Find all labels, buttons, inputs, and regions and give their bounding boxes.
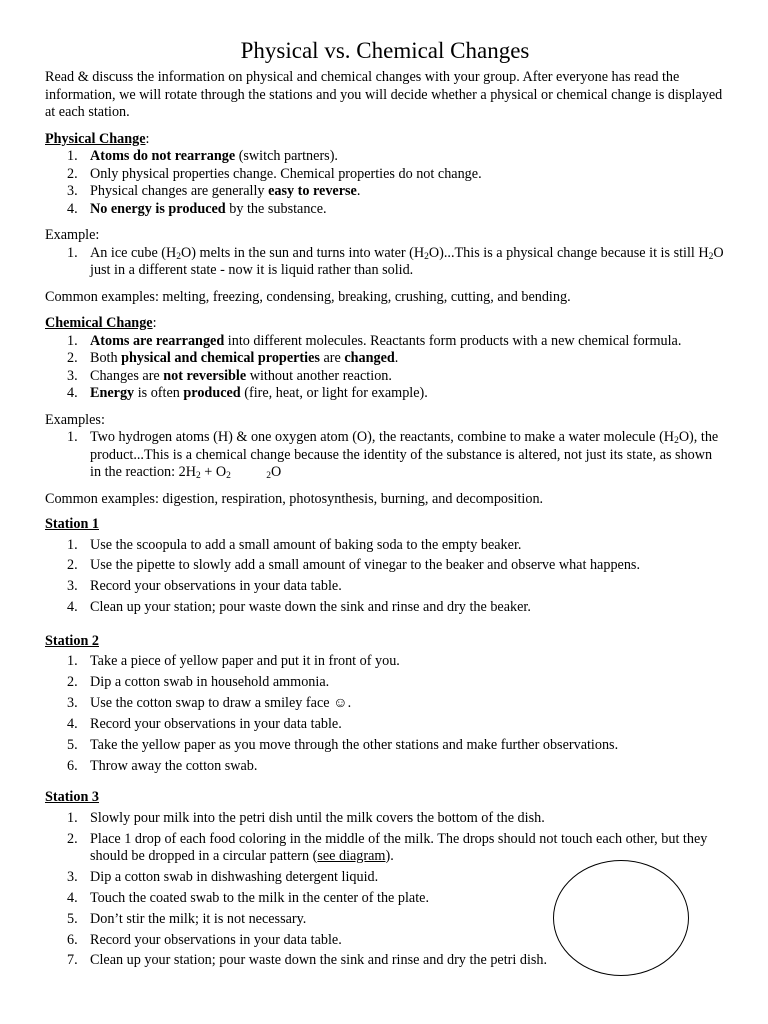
- intro-paragraph: Read & discuss the information on physical and chemical changes with your group. After everyone has read the information, we will rotate through the stations and you will decide whether a physical or chemical change is displayed at each station.: [45, 69, 723, 120]
- list-item: 5. Take the yellow paper as you move through the other stations and make further observations.: [67, 736, 619, 753]
- list-item: 1. Atoms do not rearrange (switch partners).: [67, 148, 338, 164]
- list-item: 2. Both physical and chemical properties are changed.: [67, 350, 399, 366]
- list-item: 1. Atoms are rearranged into different molecules. Reactants form products with a new chemical formula.: [67, 332, 682, 349]
- petri-dish-diagram: [553, 860, 689, 976]
- list-item: 4. No energy is produced by the substance.: [67, 200, 327, 217]
- list-item: 2. Use the pipette to slowly add a small amount of vinegar to the beaker and observe what happens.: [67, 557, 641, 574]
- list-item: 1. Slowly pour milk into the petri dish until the milk covers the bottom of the dish.: [67, 809, 545, 826]
- list-item: 6. Throw away the cotton swab.: [67, 757, 258, 774]
- list-item: 3. Physical changes are generally easy to reverse.: [67, 183, 361, 199]
- station-1-list: [45, 537, 725, 617]
- list-item: 7. Clean up your station; pour waste down the sink and rinse and dry the petri dish.: [67, 952, 548, 969]
- list-item: 2. Only physical properties change. Chemical properties do not change.: [67, 165, 482, 182]
- physical-example-list: [45, 245, 725, 280]
- list-item: 1. Use the scoopula to add a small amount of baking soda to the empty beaker.: [67, 536, 522, 553]
- list-item: 3. Record your observations in your data table.: [67, 578, 342, 595]
- page-title: Physical vs. Chemical Changes: [240, 38, 530, 63]
- physical-change-list: [45, 148, 725, 218]
- station-3-heading: Station 3: [45, 789, 99, 806]
- station-1-heading: Station 1: [45, 516, 99, 532]
- list-item: 6. Record your observations in your data table.: [67, 931, 342, 948]
- chemical-example-list: [45, 429, 725, 482]
- chemical-example-label: Examples:: [45, 411, 105, 428]
- list-item: 3. Changes are not reversible without another reaction.: [67, 367, 392, 384]
- document-page: [45, 0, 725, 973]
- list-item: 5. Don’t stir the milk; it is not necessary.: [67, 910, 307, 927]
- physical-common-examples: Common examples: melting, freezing, condensing, breaking, crushing, cutting, and bending.: [45, 288, 571, 305]
- physical-example-label: Example:: [45, 227, 100, 243]
- chemical-change-heading: Chemical Change:: [45, 315, 157, 331]
- list-item: 2. Place 1 drop of each food coloring in the middle of the milk. The drops should not touch each other, but they should be dropped in a circular pattern (see diagram).: [67, 830, 708, 865]
- see-diagram-link[interactable]: see diagram: [317, 848, 386, 865]
- list-item: 4. Touch the coated swab to the milk in the center of the plate.: [67, 889, 429, 906]
- list-item: 2. Dip a cotton swab in household ammonia.: [67, 674, 330, 691]
- list-item: 3. Dip a cotton swab in dishwashing detergent liquid.: [67, 868, 379, 885]
- physical-change-heading: Physical Change:: [45, 130, 150, 147]
- list-item: 4. Clean up your station; pour waste down the sink and rinse and dry the beaker.: [67, 599, 531, 616]
- list-item: 4. Record your observations in your data table.: [67, 715, 342, 732]
- chemical-change-list: [45, 333, 725, 403]
- station-2-list: [45, 653, 725, 775]
- list-item: 1. Two hydrogen atoms (H) & one oxygen atom (O), the reactants, combine to make a water molecule $(H_2O)$, the product...This is a chemical change because the identity of the substance is altered, not just its state, as shown in the reaction: $2H_2 + O_2$ $_2$O: [67, 429, 719, 481]
- list-item: 1. An ice cube $(H_2O)$ melts in the sun and turns into water $(H_2O)...This$ is a physical change because it is still $H_2O$ just in a different state - now it is liquid rather than solid.: [67, 244, 724, 278]
- list-item: 4. Energy is often produced (fire, heat, or light for example).: [67, 385, 428, 401]
- list-item: 1. Take a piece of yellow paper and put it in front of you.: [67, 653, 400, 670]
- station-2-heading: Station 2: [45, 632, 99, 649]
- chemical-common-examples: Common examples: digestion, respiration, photosynthesis, burning, and decomposition.: [45, 490, 544, 507]
- list-item: 3. Use the cotton swap to draw a smiley face ☺.: [67, 694, 352, 711]
